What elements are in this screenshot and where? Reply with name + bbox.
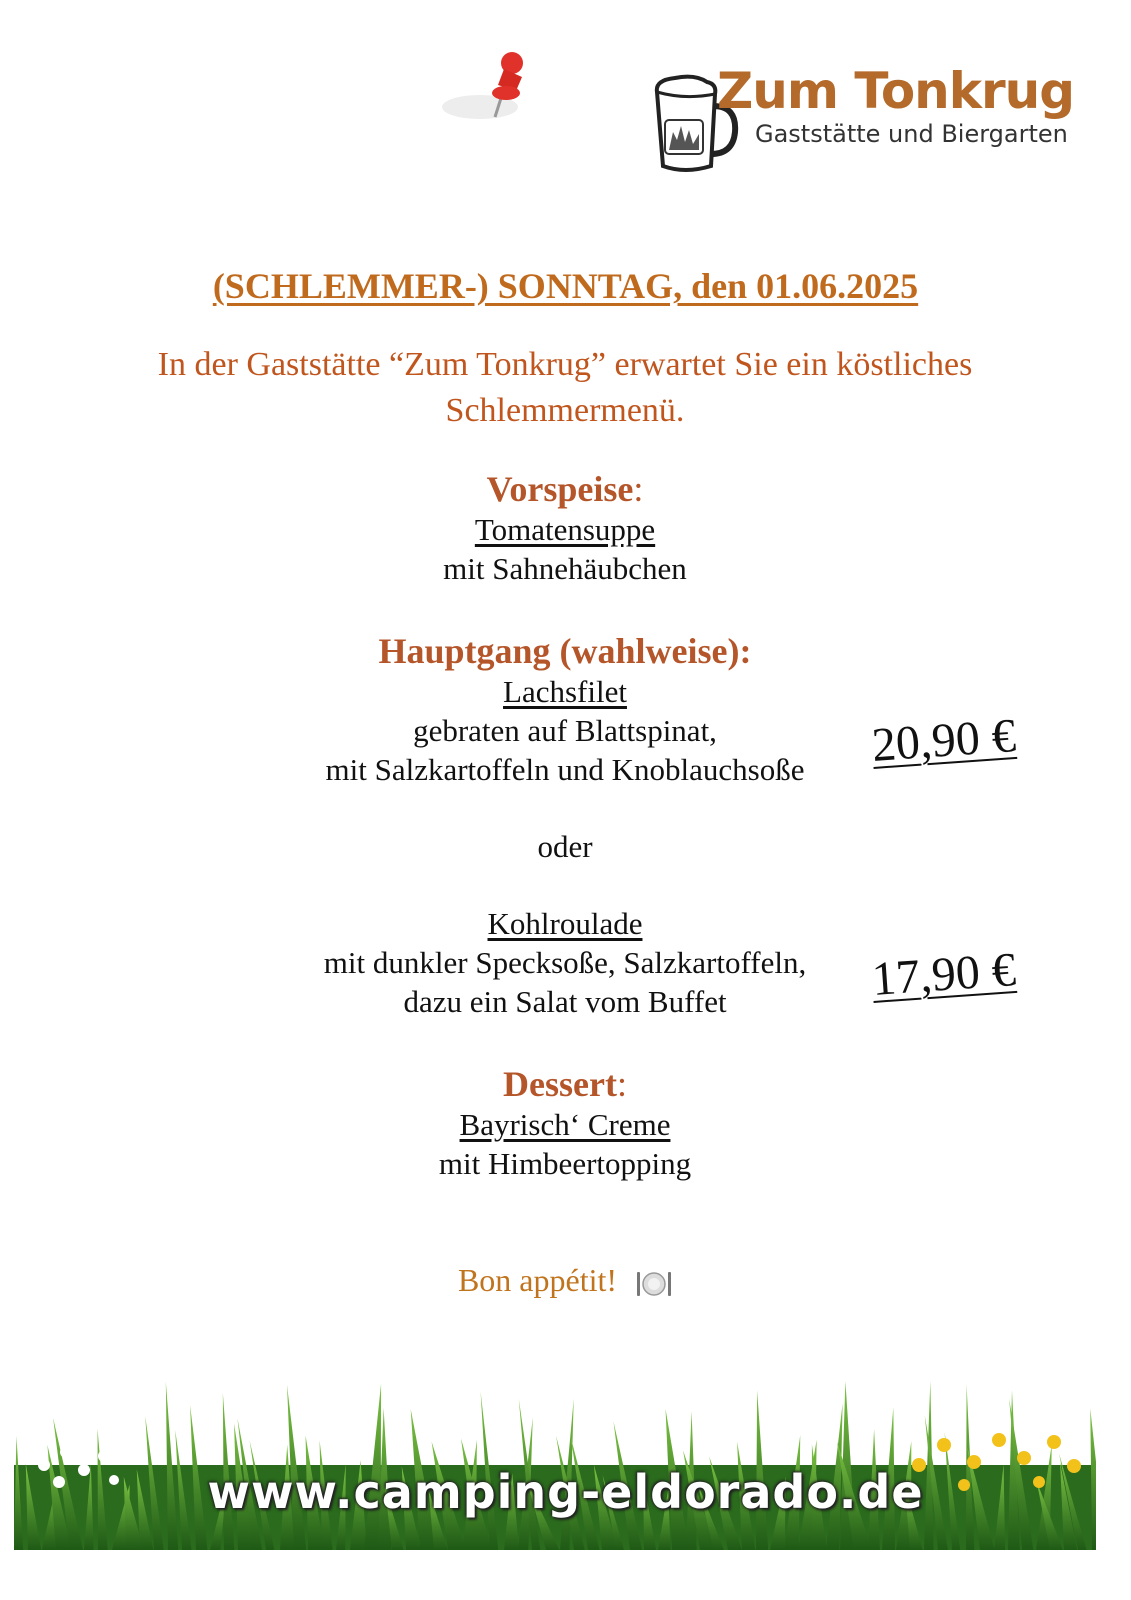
footer-url[interactable]: www.camping-eldorado.de: [207, 1465, 924, 1519]
starter-title: Vorspeise:: [486, 469, 644, 509]
logo-subtitle: Gaststätte und Biergarten: [755, 120, 1068, 148]
dessert-dish: Bayrisch‘ Creme: [459, 1107, 671, 1142]
starter-dish: Tomatensuppe: [474, 512, 656, 547]
dessert-section: [255, 1063, 875, 1183]
closing-line: [0, 1262, 1131, 1299]
main-or: oder: [537, 829, 593, 864]
starter-desc: mit Sahnehäubchen: [443, 551, 687, 586]
main-option1-desc1: gebraten auf Blattspinat,: [413, 713, 717, 748]
main-section: [255, 630, 875, 1021]
main-title: Hauptgang (wahlweise):: [378, 631, 752, 671]
dessert-desc: mit Himbeertopping: [438, 1146, 692, 1181]
intro-text: In der Gaststätte “Zum Tonkrug” erwartet Sie ein köstliches Schlemmermenü.: [157, 346, 973, 429]
price-option2: 17,90 €: [870, 943, 1018, 1006]
main-option1-dish: Lachsfilet: [503, 674, 627, 709]
main-option1-desc2: mit Salzkartoffeln und Knoblauchsoße: [325, 752, 805, 787]
dessert-title: Dessert:: [503, 1064, 627, 1104]
restaurant-logo: [645, 62, 1075, 182]
menu-headline: (SCHLEMMER-) SONNTAG, den 01.06.2025: [212, 266, 919, 306]
grass-banner: [14, 1370, 1096, 1550]
main-option2-desc2: dazu ein Salat vom Buffet: [403, 984, 727, 1019]
price-option1: 20,90 €: [870, 709, 1018, 772]
logo-title: Zum Tonkrug: [717, 62, 1075, 120]
main-option2-desc1: mit dunkler Specksoße, Salzkartoffeln,: [323, 945, 807, 980]
push-pin-icon: [440, 45, 550, 135]
starter-section: [255, 468, 875, 588]
plate-cutlery-icon: [635, 1269, 673, 1299]
main-option2-dish: Kohlroulade: [487, 906, 643, 941]
closing-text: Bon appétit!: [457, 1262, 618, 1298]
